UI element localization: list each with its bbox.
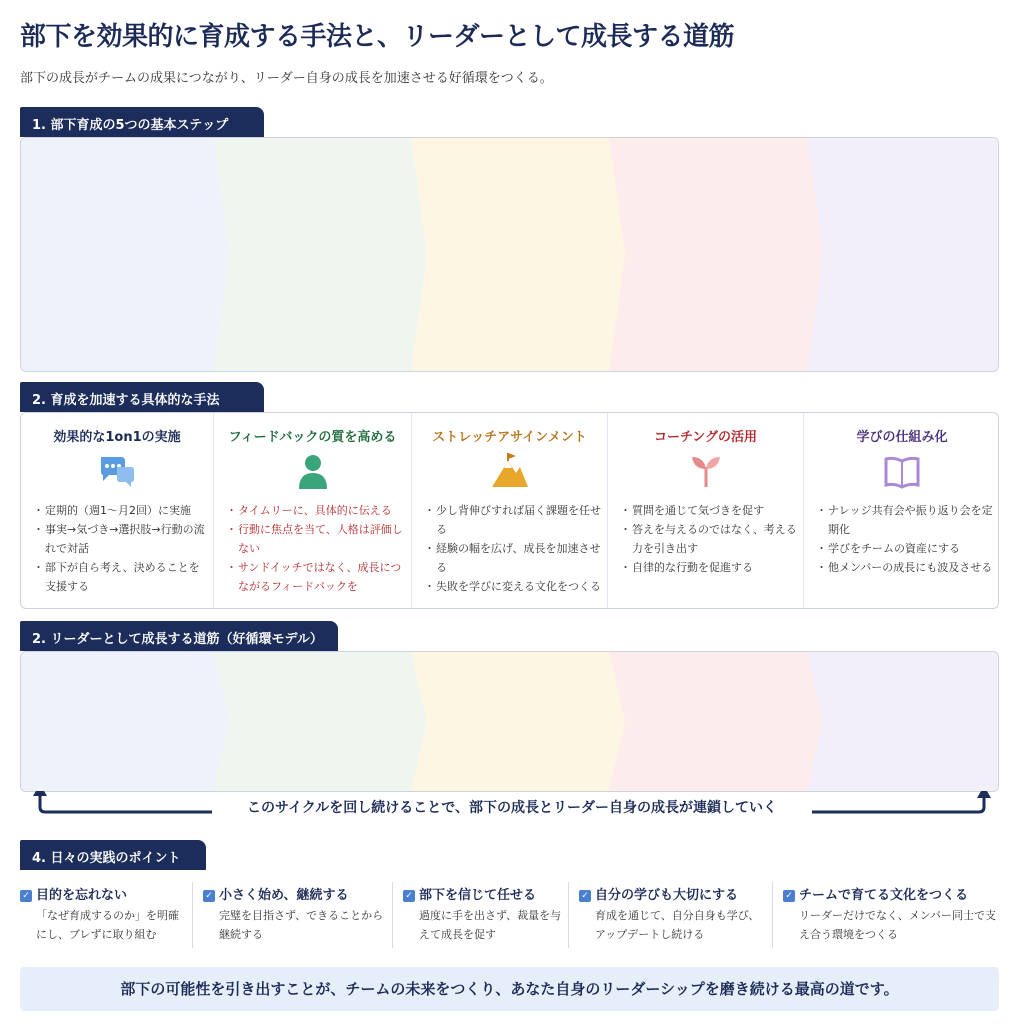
method-card-5 [803,413,999,608]
practice-point-label: 部下を信じて任せる [419,888,537,903]
section-heading-methods: 2. 育成を加速する具体的な手法 [20,382,264,412]
method-title: フィードバックの質を高める [228,430,397,445]
method-card-4 [607,413,803,608]
method-bullet-list [622,501,797,577]
method-bullet: ・ サンドイッチではなく、成長につながるフィードバックを [228,558,405,596]
practice-point-title [783,884,968,903]
practice-point-3 [392,882,568,948]
method-bullet: ・ 他メンバーの成長にも波及させる [818,558,994,577]
practice-point-title [403,884,536,903]
practice-point-label: 自分の学びも大切にする [595,888,739,903]
practice-point-title [579,884,738,903]
practice-point-title [203,884,348,903]
method-title: 学びの仕組み化 [856,430,948,445]
method-card-1 [21,413,213,608]
method-bullet: ・ タイムリーに、具体的に伝える [228,501,405,520]
method-bullet: ・ 学びをチームの資産にする [818,539,994,558]
method-bullet: ・ 少し背伸びすれば届く課題を任せる [426,501,601,539]
practice-point-body: 完璧を目指さず、できることから継続する [219,909,384,941]
method-bullet: ・ 行動に焦点を当て、人格は評価しない [228,520,405,558]
method-title: ストレッチアサインメント [432,430,587,445]
method-bullet-list [426,501,601,596]
checkbox-icon: ✓ [203,890,215,902]
checkbox-icon: ✓ [783,890,795,902]
method-bullet: ・ 事実→気づき→選択肢→行動の流れで対話 [35,520,207,558]
method-bullet: ・ 失敗を学びに変える文化をつくる [426,577,601,596]
practice-point-1 [20,882,192,948]
method-card-2 [213,413,411,608]
method-bullet: ・ ナレッジ共有会や振り返り会を定期化 [818,501,994,539]
checkbox-icon: ✓ [403,890,415,902]
practice-point-4 [568,882,772,948]
checkbox-icon: ✓ [20,890,32,902]
person-icon [293,451,333,491]
practice-point-body: リーダーだけでなく、メンバー同士で支え合う環境をつくる [799,909,997,941]
methods-panel [20,412,999,609]
section-heading-practice-points: 4. 日々の実践のポイント [20,840,206,870]
method-bullet: ・ 自律的な行動を促進する [622,558,797,577]
practice-point-label: 小さく始め、継続する [219,888,349,903]
leader-path-panel [20,651,999,792]
method-bullet: ・ 部下が自ら考え、決めることを支援する [35,558,207,596]
practice-point-label: チームで育てる文化をつくる [799,888,969,903]
basic-steps-panel [20,137,999,372]
chat-bubbles-icon [97,451,137,491]
mountain-flag-icon [490,451,530,491]
page-title: 部下を効果的に育成する手法と、リーダーとして成長する道筋 [20,22,735,52]
section-heading-basic-steps: 1. 部下育成の5つの基本ステップ [20,107,264,137]
method-title: 効果的な1on1の実施 [53,430,181,445]
practice-point-5 [772,882,1004,948]
method-bullet: ・ 経験の幅を広げ、成長を加速させる [426,539,601,577]
method-bullet-list [228,501,405,596]
method-card-3 [411,413,607,608]
method-bullet: ・ 答えを与えるのではなく、考える力を引き出す [622,520,797,558]
practice-point-body: 「なぜ育成するのか」を明確にし、ブレずに取り組む [36,909,179,941]
checkbox-icon: ✓ [579,890,591,902]
book-icon [882,451,922,491]
method-bullet: ・ 定期的（週1〜月2回）に実施 [35,501,207,520]
method-bullet-list [818,501,994,577]
practice-point-title [20,884,127,903]
method-title: コーチングの活用 [653,430,758,445]
practice-point-body: 過度に手を出さず、裁量を与えて成長を促す [419,909,562,941]
practice-point-2 [192,882,392,948]
page-subtitle: 部下の成長がチームの成果につながり、リーダー自身の成長を加速させる好循環をつくる。 [20,71,553,86]
sprout-icon [686,451,726,491]
closing-message: 部下の可能性を引き出すことが、チームの未来をつくり、あなた自身のリーダーシップを磨き続ける最高の道です。 [20,967,999,1011]
section-heading-leader-path: 2. リーダーとして成長する道筋（好循環モデル） [20,621,338,651]
cycle-caption: このサイクルを回し続けることで、部下の成長とリーダー自身の成長が連鎖していく [246,800,778,816]
practice-point-label: 目的を忘れない [36,888,128,903]
practice-point-body: 育成を通じて、自分自身も学び、アップデートし続ける [595,909,760,941]
method-bullet-list [35,501,207,596]
method-bullet: ・ 質問を通じて気づきを促す [622,501,797,520]
